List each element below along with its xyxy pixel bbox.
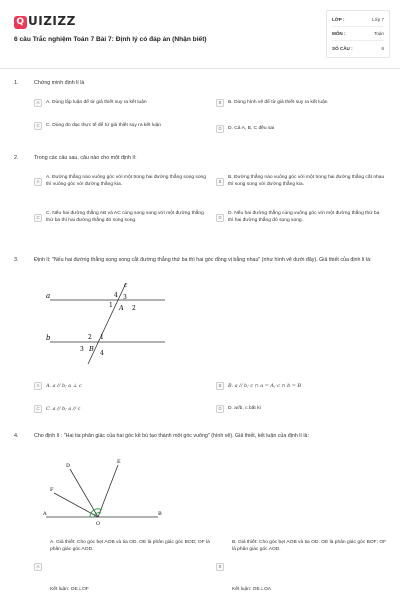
quizizz-logo xyxy=(14,14,76,29)
label-d: D xyxy=(66,463,71,469)
answer-option-d[interactable] xyxy=(216,125,386,133)
option-text: B. Giả thiết: Cho góc bẹt AOB và tia OD. OE là phân giác góc BOF; OF là phân giác góc AOD. xyxy=(232,540,387,552)
option-text: B. a // b; c ∩ a = A; c ∩ b = B xyxy=(228,382,302,389)
meta-value: Toán xyxy=(374,31,384,36)
question-text: Chứng minh định lí là xyxy=(34,80,85,86)
option-text: A. Đường thẳng nào vuông góc với một trong hai đường thẳng song song thì vuông góc với đường thẳng kia. xyxy=(46,175,207,187)
answer-option-a[interactable] xyxy=(34,382,212,390)
meta-key: LỚP : xyxy=(332,17,345,22)
label-o: O xyxy=(96,521,101,527)
angle-label: 4 xyxy=(114,292,118,299)
parallel-lines-figure xyxy=(40,280,170,366)
header-divider xyxy=(0,68,400,69)
option-text: A. Giả thiết: Cho góc bẹt AOB và tia OD. OE là phân giác góc BOD; OF là phân giác góc AOD. xyxy=(50,540,210,552)
answer-option-d[interactable] xyxy=(216,405,388,413)
option-text: D. Cả A, B, C đều sai xyxy=(228,125,275,131)
meta-value: 6 xyxy=(381,45,384,51)
label-c: c xyxy=(124,282,128,289)
label-e: E xyxy=(117,459,121,465)
answer-option-b[interactable] xyxy=(216,382,388,390)
option-letter: B xyxy=(216,382,224,390)
meta-key: MÔN : xyxy=(332,31,346,36)
logo-q-icon: Q xyxy=(14,16,27,29)
question-number: 3. xyxy=(14,257,19,263)
worksheet-header xyxy=(0,0,400,70)
angle-label: 2 xyxy=(88,334,92,341)
conclusion-text: Kết luận: OE⊥OF xyxy=(50,587,89,592)
point-a-label: A xyxy=(119,304,124,312)
answer-option-c[interactable] xyxy=(34,122,204,130)
question-text: Định lí: "Nếu hai đường thẳng song song cắt đường thẳng thứ ba thì hai góc đồng vị bằng nhau" (như hình vẽ dưới đây). Giả thiết của định lí là: xyxy=(34,257,372,263)
label-b: B xyxy=(158,511,162,517)
answer-option-c[interactable] xyxy=(34,405,212,413)
option-letter: A xyxy=(34,99,42,107)
option-letter: B xyxy=(216,178,224,186)
option-text: C. a // b; a // c xyxy=(46,405,81,412)
question-text: Cho định lí : "Hai tia phân giác của hai góc kề bù tạo thành một góc vuông" (hình vẽ). Giả thiết, kết luận của định lí là: xyxy=(34,433,309,439)
label-f: F xyxy=(50,487,54,493)
answer-option-c[interactable] xyxy=(34,211,212,224)
answer-option-a[interactable] xyxy=(34,99,209,107)
meta-row-grade xyxy=(332,13,384,27)
option-letter: D xyxy=(216,405,224,413)
angle-bisector-figure xyxy=(40,455,170,531)
option-text: C. Nếu hai đường thẳng AB và AC cùng song song với một đường thẳng thứ ba thì hai đường thẳng đó song song. xyxy=(46,211,204,223)
question-text: Trong các câu sau, câu nào cho một định lí: xyxy=(34,155,137,161)
conclusion-text: Kết luận: OE⊥OA xyxy=(232,587,272,592)
angle-label: 3 xyxy=(80,346,84,353)
option-text: C. Dùng đo đạc thực tế để từ giả thiết suy ra kết luận xyxy=(46,122,162,128)
option-letter: C xyxy=(34,405,42,413)
option-letter: D xyxy=(216,125,224,133)
angle-label: 3 xyxy=(123,294,127,301)
angle-label: 1 xyxy=(100,334,104,341)
angle-label: 1 xyxy=(109,302,113,309)
meta-row-count xyxy=(332,41,384,55)
option-text: D. Nếu hai đường thẳng cùng vuông góc với một đường thẳng thứ ba thì hai đường thẳng đó song song. xyxy=(228,211,380,223)
angle-label: 4 xyxy=(100,350,104,357)
option-letter: A xyxy=(34,382,42,390)
option-letter: A xyxy=(34,178,42,186)
meta-table xyxy=(326,10,390,58)
option-letter: D xyxy=(216,214,224,222)
meta-value: Lớp 7 xyxy=(372,17,384,22)
meta-key: SỐ CÂU : xyxy=(332,45,353,51)
question-number: 2. xyxy=(14,155,19,161)
option-text: B. Dùng hình vẽ để từ giả thiết suy ra kết luận xyxy=(228,99,328,105)
point-b-label: B xyxy=(89,345,94,353)
answer-option-a[interactable] xyxy=(34,175,212,188)
option-text: B. Đường thẳng nào vuông góc với một trong hai đường thẳng cắt nhau thì song song với đường thẳng kia. xyxy=(228,175,385,187)
label-b: b xyxy=(46,334,51,342)
logo-text: UIZIZZ xyxy=(28,14,76,28)
answer-option-d[interactable] xyxy=(216,211,388,224)
answer-option-b[interactable] xyxy=(216,175,388,188)
question-number: 1. xyxy=(14,80,19,86)
answer-option-b[interactable] xyxy=(216,99,386,107)
angle-label: 2 xyxy=(132,305,136,312)
answer-option-b[interactable]: B xyxy=(216,563,224,571)
option-letter: C xyxy=(34,214,42,222)
option-letter: B xyxy=(216,99,224,107)
option-text: A. a // b; a ⊥ c xyxy=(46,382,82,389)
page-title: 6 câu Trắc nghiệm Toán 7 Bài 7: Định lý có đáp án (Nhận biết) xyxy=(14,36,207,43)
meta-row-subject xyxy=(332,27,384,41)
option-letter: C xyxy=(34,122,42,130)
label-a: a xyxy=(46,292,51,300)
option-text: D. a//b, c bất kì xyxy=(228,405,261,411)
option-text: A. Dùng lập luận để từ giả thiết suy ra kết luận xyxy=(46,99,147,105)
question-number: 4. xyxy=(14,433,19,439)
label-a: A xyxy=(43,511,47,517)
answer-option-a[interactable]: A xyxy=(34,563,42,571)
